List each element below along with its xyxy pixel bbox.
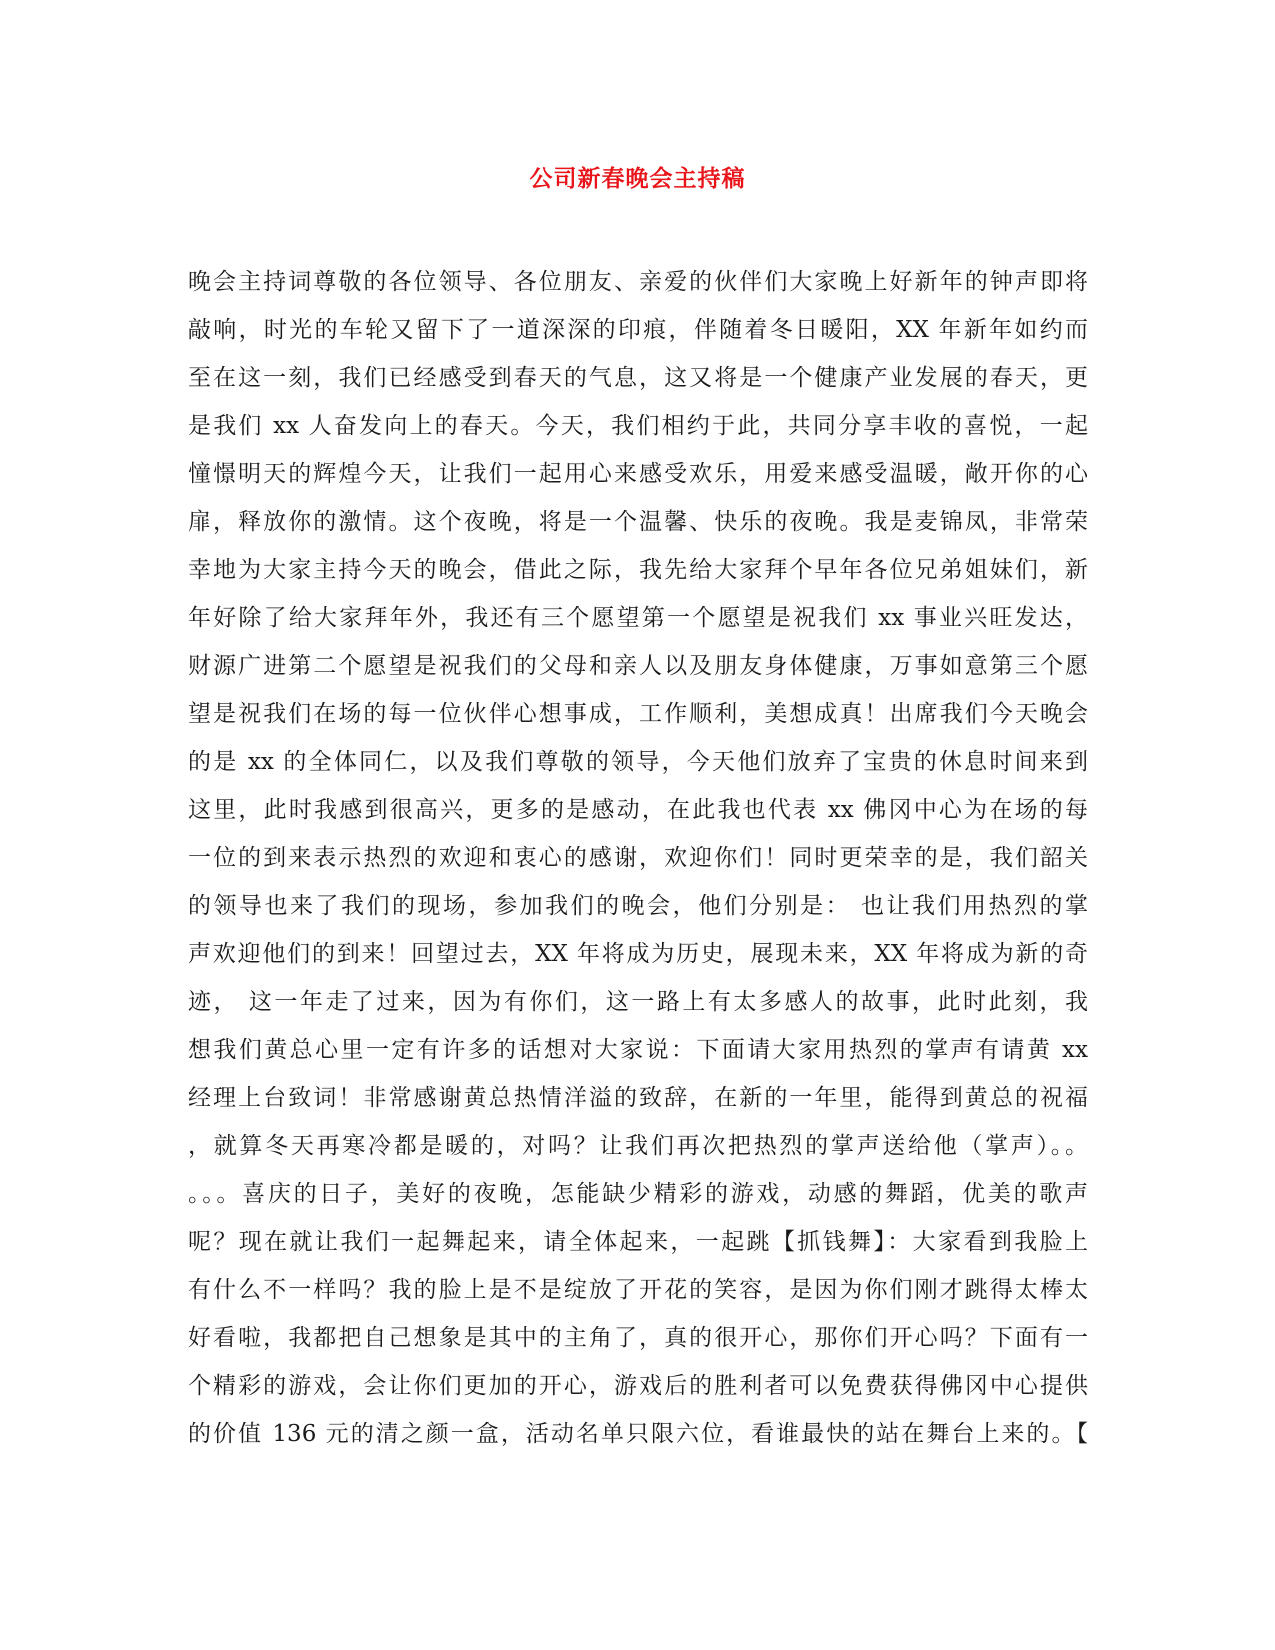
body-line: 幸地为大家主持今天的晚会，借此之际，我先给大家拜个早年各位兄弟姐妹们，新 bbox=[188, 557, 1088, 583]
body-line: 一位的到来表示热烈的欢迎和衷心的感谢，欢迎你们！同时更荣幸的是，我们韶关 bbox=[188, 845, 1088, 871]
body-line: 。。。喜庆的日子，美好的夜晚，怎能缺少精彩的游戏，动感的舞蹈，优美的歌声 bbox=[188, 1181, 1088, 1207]
body-line: 的是 xx 的全体同仁，以及我们尊敬的领导，今天他们放弃了宝贵的休息时间来到 bbox=[188, 749, 1088, 775]
body-line: 憧憬明天的辉煌今天，让我们一起用心来感受欢乐，用爱来感受温暖，敞开你的心 bbox=[188, 461, 1088, 487]
body-line: 迹， 这一年走了过来，因为有你们，这一路上有太多感人的故事，此时此刻，我 bbox=[188, 989, 1088, 1015]
body-line: ，就算冬天再寒冷都是暖的，对吗？让我们再次把热烈的掌声送给他（掌声）。。 bbox=[188, 1133, 1088, 1159]
body-line: 经理上台致词！非常感谢黄总热情洋溢的致辞，在新的一年里，能得到黄总的祝福 bbox=[188, 1085, 1088, 1111]
body-line: 的价值 136 元的清之颜一盒，活动名单只限六位，看谁最快的站在舞台上来的。【 bbox=[188, 1421, 1088, 1447]
body-line: 呢？现在就让我们一起舞起来，请全体起来，一起跳【抓钱舞】：大家看到我脸上 bbox=[188, 1229, 1088, 1255]
document-body bbox=[188, 258, 1088, 1458]
body-line: 财源广进第二个愿望是祝我们的父母和亲人以及朋友身体健康，万事如意第三个愿 bbox=[188, 653, 1088, 679]
document-title: 公司新春晚会主持稿 bbox=[529, 165, 746, 192]
body-line: 年好除了给大家拜年外，我还有三个愿望第一个愿望是祝我们 xx 事业兴旺发达， bbox=[188, 605, 1088, 631]
body-line: 是我们 xx 人奋发向上的春天。今天，我们相约于此，共同分享丰收的喜悦，一起 bbox=[188, 413, 1088, 439]
body-line: 晚会主持词尊敬的各位领导、各位朋友、亲爱的伙伴们大家晚上好新年的钟声即将 bbox=[188, 269, 1088, 295]
body-line: 好看啦，我都把自己想象是其中的主角了，真的很开心，那你们开心吗？下面有一 bbox=[188, 1325, 1088, 1351]
body-line: 声欢迎他们的到来！回望过去，XX 年将成为历史，展现未来，XX 年将成为新的奇 bbox=[188, 941, 1088, 967]
body-line: 个精彩的游戏，会让你们更加的开心，游戏后的胜利者可以免费获得佛冈中心提供 bbox=[188, 1373, 1088, 1399]
body-line: 至在这一刻，我们已经感受到春天的气息，这又将是一个健康产业发展的春天，更 bbox=[188, 365, 1088, 391]
body-line: 有什么不一样吗？我的脸上是不是绽放了开花的笑容，是因为你们刚才跳得太棒太 bbox=[188, 1277, 1088, 1303]
body-line: 敲响，时光的车轮又留下了一道深深的印痕，伴随着冬日暖阳，XX 年新年如约而 bbox=[188, 317, 1088, 343]
body-line: 的领导也来了我们的现场，参加我们的晚会，他们分别是： 也让我们用热烈的掌 bbox=[188, 893, 1088, 919]
body-line: 这里，此时我感到很高兴，更多的是感动，在此我也代表 xx 佛冈中心为在场的每 bbox=[188, 797, 1088, 823]
body-line: 想我们黄总心里一定有许多的话想对大家说：下面请大家用热烈的掌声有请黄 xx bbox=[188, 1037, 1088, 1063]
body-line: 望是祝我们在场的每一位伙伴心想事成，工作顺利，美想成真！出席我们今天晚会 bbox=[188, 701, 1088, 727]
body-line: 扉，释放你的激情。这个夜晚，将是一个温馨、快乐的夜晚。我是麦锦凤，非常荣 bbox=[188, 509, 1088, 535]
